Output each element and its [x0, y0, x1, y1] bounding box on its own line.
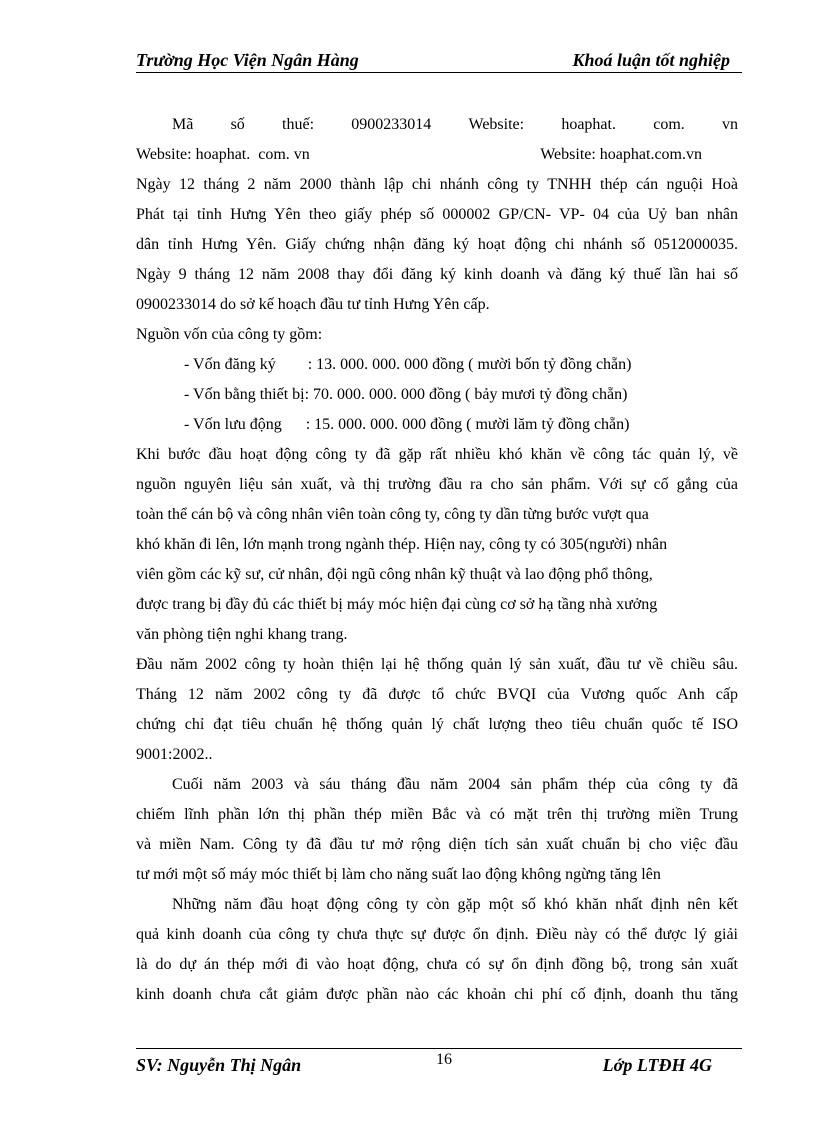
tax-word: Mã — [172, 116, 194, 133]
text-line: Ngày 12 tháng 2 năm 2000 thành lập chi nhánh công ty TNHH thép cán nguội Hoà — [136, 176, 738, 193]
text-line: toàn thể cán bộ và công nhân viên toàn công ty, công ty dần từng bước vượt qua — [136, 506, 649, 523]
text-line: Phát tại tỉnh Hưng Yên theo giấy phép số 000002 GP/CN- VP- 04 của Uỷ ban nhân — [136, 206, 738, 223]
text-line: viên gồm các kỹ sư, cử nhân, đội ngũ công nhân kỹ thuật và lao động phổ thông, — [136, 566, 653, 583]
capital-item: - Vốn đăng ký : 13. 000. 000. 000 đồng ( mười bốn tỷ đồng chẵn) — [184, 356, 632, 373]
text-line: Cuối năm 2003 và sáu tháng đầu năm 2004 sản phẩm thép của công ty đã — [172, 776, 738, 793]
text-line: Tháng 12 năm 2002 công ty đã được tổ chức BVQI của Vương quốc Anh cấp — [136, 686, 738, 703]
tax-word: com. — [653, 116, 685, 133]
text-line: là do dự án thép mới đi vào hoạt động, chưa có sự ổn định đồng bộ, trong sản xuất — [136, 956, 738, 973]
paragraph-results — [136, 890, 738, 1010]
text-line: Ngày 9 tháng 12 năm 2008 thay đổi đăng ký kinh doanh và đăng ký thuế lần hai số — [136, 266, 738, 283]
tax-word: số — [230, 116, 245, 133]
paragraph-market — [136, 770, 738, 890]
page-body — [136, 110, 738, 1010]
tax-word: thuế: — [282, 116, 315, 133]
text-line: Những năm đầu hoạt động công ty còn gặp một số khó khăn nhất định nên kết — [172, 896, 738, 913]
page-footer — [136, 1048, 742, 1079]
tax-number: 0900233014 — [351, 116, 432, 133]
paragraph-iso — [136, 650, 738, 770]
text-line: khó khăn đi lên, lớn mạnh trong ngành thép. Hiện nay, công ty có 305(người) nhân — [136, 536, 668, 553]
text-line: tư mới một số máy móc thiết bị làm cho năng suất lao động không ngừng tăng lên — [136, 866, 661, 883]
header-document-type: Khoá luận tốt nghiệp — [572, 50, 730, 70]
text-line: văn phòng tiện nghi khang trang. — [136, 626, 348, 643]
text-line: Đầu năm 2002 công ty hoàn thiện lại hệ thống quản lý sản xuất, đầu tư về chiều sâu. — [136, 656, 738, 673]
capital-item: - Vốn lưu động : 15. 000. 000. 000 đồng ( mười lăm tỷ đồng chẵn) — [184, 416, 630, 433]
text-line: chiếm lĩnh phần lớn thị phần thép miền Bắc và có mặt trên thị trường miền Trung — [136, 806, 738, 823]
capital-heading: Nguồn vốn của công ty gồm: — [136, 326, 323, 343]
footer-class: Lớp LTĐH 4G — [602, 1055, 712, 1075]
text-line: chứng chỉ đạt tiêu chuẩn hệ thống quản lý chất lượng theo tiêu chuẩn quốc tế ISO — [136, 716, 738, 733]
text-line: nguồn nguyên liệu sản xuất, và thị trường đầu ra cho sản phẩm. Với sự cố gắng của — [136, 476, 738, 493]
text-line: 0900233014 do sở kế hoạch đầu tư tỉnh Hưng Yên cấp. — [136, 296, 490, 313]
tax-line — [136, 110, 738, 140]
tax-word: Website: — [468, 116, 525, 133]
paragraph-branch — [136, 170, 738, 320]
header-school: Trường Học Viện Ngân Hàng — [136, 50, 359, 70]
text-line: dân tỉnh Hưng Yên. Giấy chứng nhận đăng ký hoạt động chi nhánh số 0512000035. — [136, 236, 738, 253]
tax-word: vn — [722, 116, 738, 133]
footer-student: SV: Nguyễn Thị Ngân — [136, 1055, 302, 1075]
tax-word: hoaphat. — [561, 116, 616, 133]
page-number: 16 — [436, 1051, 452, 1068]
paragraph-difficulties — [136, 440, 738, 650]
page-header — [136, 46, 742, 73]
text-line: được trang bị đầy đủ các thiết bị máy móc hiện đại cùng cơ sở hạ tầng nhà xưởng — [136, 596, 658, 613]
text-line: 9001:2002.. — [136, 746, 213, 763]
text-line: kinh doanh chưa cắt giảm được phần nào các khoản chi phí cố định, doanh thu tăng — [136, 986, 738, 1003]
website-left: Website: hoaphat. com. vn — [136, 146, 310, 163]
text-line: Khi bước đầu hoạt động công ty đã gặp rất nhiều khó khăn về công tác quản lý, về — [136, 446, 738, 463]
text-line: và miền Nam. Công ty đã đầu tư mở rộng diện tích sản xuất chuẩn bị cho việc đầu — [136, 836, 738, 853]
website-line — [136, 140, 738, 170]
text-line: quả kinh doanh của công ty chưa thực sự được ổn định. Điều này có thể được lý giải — [136, 926, 738, 943]
capital-item: - Vốn bằng thiết bị: 70. 000. 000. 000 đồng ( bảy mươi tỷ đồng chẵn) — [184, 386, 628, 403]
website-right: Website: hoaphat.com.vn — [540, 146, 702, 163]
